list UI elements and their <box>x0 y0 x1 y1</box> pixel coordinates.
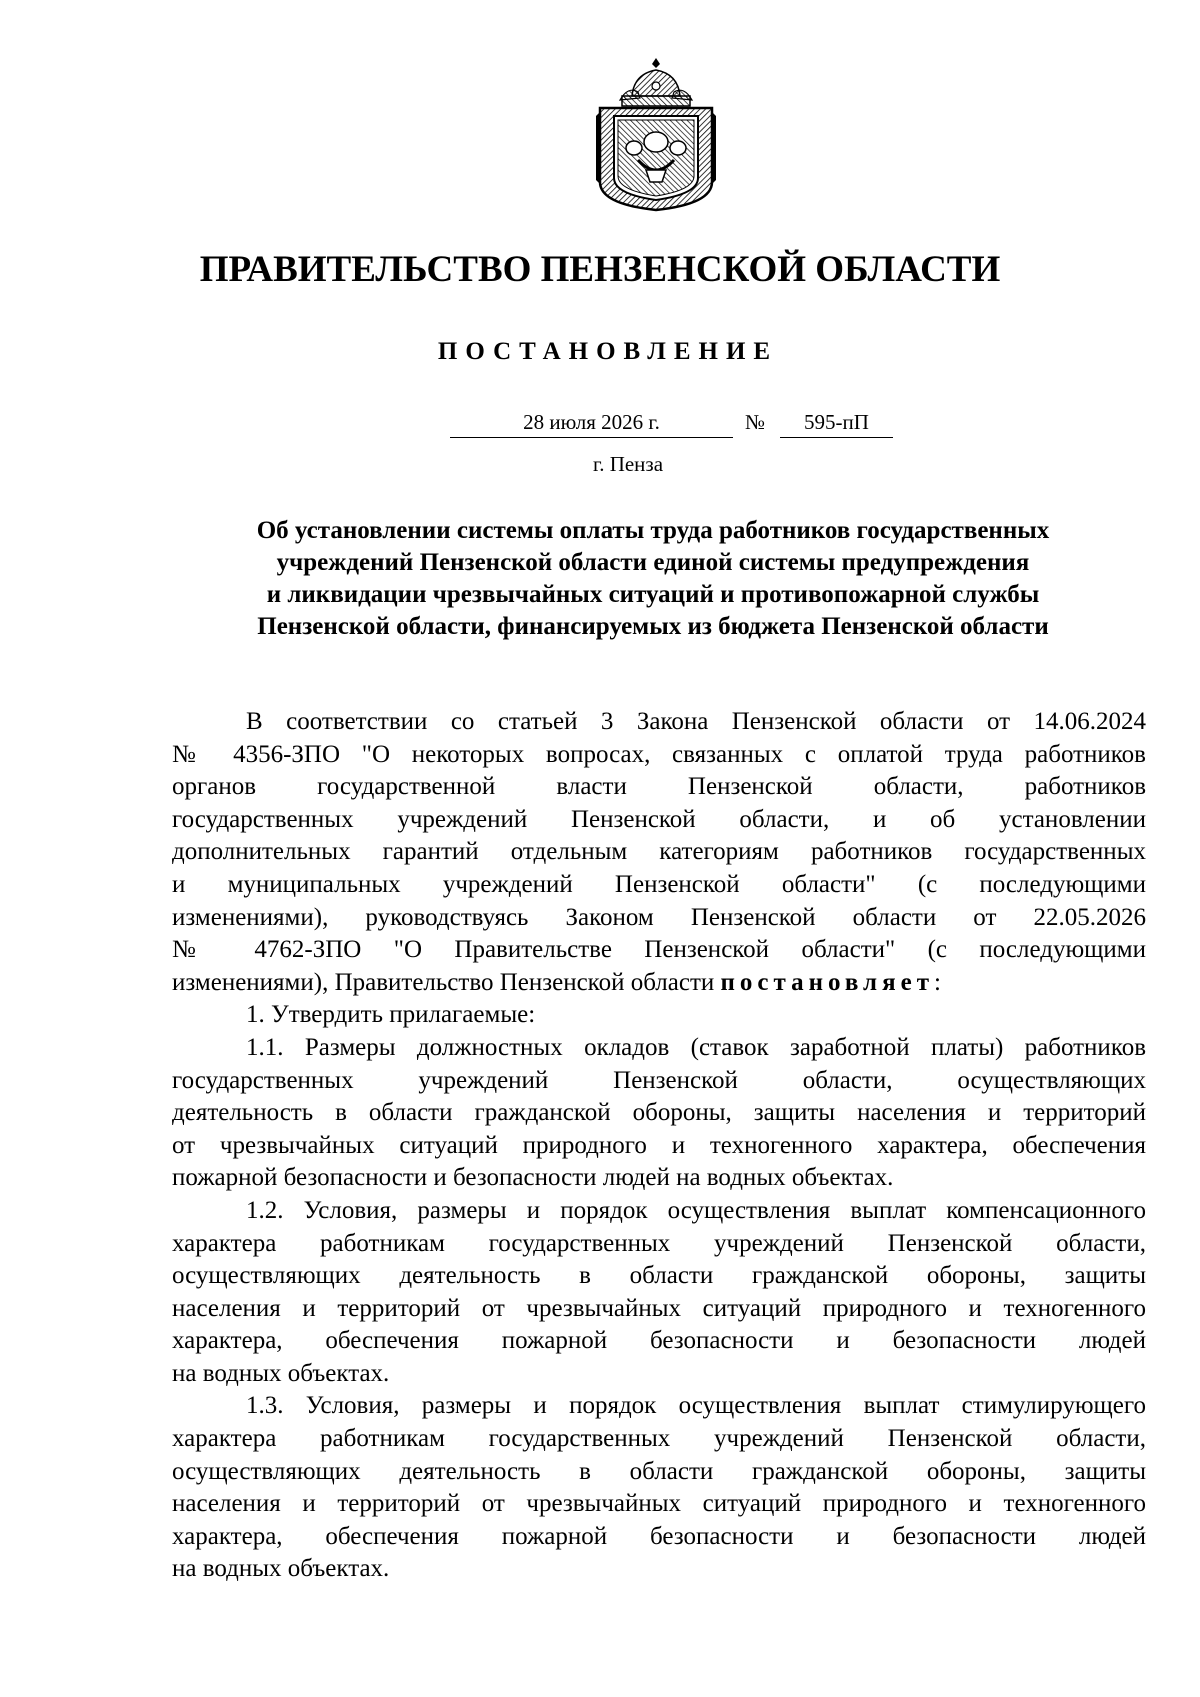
document-city: г. Пенза <box>592 452 664 476</box>
text-line: характера, обеспечения пожарной безопасности и безопасности людей <box>172 1327 1146 1355</box>
text-line: на водных объектах. <box>172 1555 390 1583</box>
text-line: 1. Утвердить прилагаемые: <box>246 1001 536 1029</box>
preamble-last-text: изменениями), Правительство Пензенской области <box>172 968 721 996</box>
text-line: государственных учреждений Пензенской области, и об установлении <box>172 805 1146 833</box>
document-body <box>172 706 1146 1586</box>
organization-title: ПРАВИТЕЛЬСТВО ПЕНЗЕНСКОЙ ОБЛАСТИ <box>199 249 1001 290</box>
document-type: ПОСТАНОВЛЕНИЕ <box>437 338 779 365</box>
text-line: осуществляющих деятельность в области гражданской обороны, защиты <box>172 1262 1146 1290</box>
resolves-keyword: постановляет <box>720 968 934 996</box>
text-line: характера работникам государственных учреждений Пензенской области, <box>172 1425 1146 1453</box>
text-line: населения и территорий от чрезвычайных ситуаций природного и техногенного <box>172 1490 1146 1518</box>
item-1-1 <box>172 1032 1146 1195</box>
document-number: 595-пП <box>780 410 893 438</box>
item-1 <box>172 999 1146 1032</box>
text-line: характера работникам государственных учреждений Пензенской области, <box>172 1229 1146 1257</box>
document-date: 28 июля 2026 г. <box>450 410 733 438</box>
item-1-3 <box>172 1390 1146 1586</box>
subject-line: учреждений Пензенской области единой системы предупреждения <box>276 549 1030 576</box>
text-line: изменениями), руководствуясь Законом Пензенской области от 22.05.2026 <box>172 903 1146 931</box>
text-line: 1.2. Условия, размеры и порядок осуществления выплат компенсационного <box>246 1196 1146 1224</box>
text-line: населения и территорий от чрезвычайных ситуаций природного и техногенного <box>172 1294 1146 1322</box>
text-line: 1.1. Размеры должностных окладов (ставок заработной платы) работников <box>246 1033 1146 1061</box>
text-line: государственных учреждений Пензенской области, осуществляющих <box>172 1066 1146 1094</box>
text-line: осуществляющих деятельность в области гражданской обороны, защиты <box>172 1457 1146 1485</box>
text-line: деятельность в области гражданской обороны, защиты населения и территорий <box>172 1099 1146 1127</box>
preamble-paragraph <box>172 706 1146 999</box>
coat-of-arms-emblem <box>594 56 718 212</box>
text-line: № 4356-ЗПО "О некоторых вопросах, связанных с оплатой труда работников <box>172 740 1146 768</box>
subject-line: Пензенской области, финансируемых из бюджета Пензенской области <box>257 613 1049 640</box>
text-line: и муниципальных учреждений Пензенской области" (с последующими <box>172 870 1146 898</box>
text-line: от чрезвычайных ситуаций природного и техногенного характера, обеспечения <box>172 1131 1146 1159</box>
text-line: на водных объектах. <box>172 1359 390 1387</box>
item-1-2 <box>172 1195 1146 1391</box>
text-line: органов государственной власти Пензенской области, работников <box>172 773 1146 801</box>
text-line: 1.3. Условия, размеры и порядок осуществления выплат стимулирующего <box>246 1392 1146 1420</box>
document-subject <box>170 515 1136 643</box>
number-sign: № <box>745 410 766 434</box>
text-line: В соответствии со статьей 3 Закона Пензенской области от 14.06.2024 <box>246 708 1146 735</box>
subject-line: и ликвидации чрезвычайных ситуаций и противопожарной службы <box>266 581 1040 608</box>
text-line: пожарной безопасности и безопасности людей на водных объектах. <box>172 1164 894 1192</box>
subject-line: Об установлении системы оплаты труда работников государственных <box>256 517 1050 544</box>
text-line: дополнительных гарантий отдельным категориям работников государственных <box>172 838 1146 866</box>
text-line: характера, обеспечения пожарной безопасности и безопасности людей <box>172 1522 1146 1550</box>
text-line <box>172 967 1146 1000</box>
preamble-colon: : <box>933 968 941 996</box>
text-line: № 4762-ЗПО "О Правительстве Пензенской области" (с последующими <box>172 936 1146 964</box>
